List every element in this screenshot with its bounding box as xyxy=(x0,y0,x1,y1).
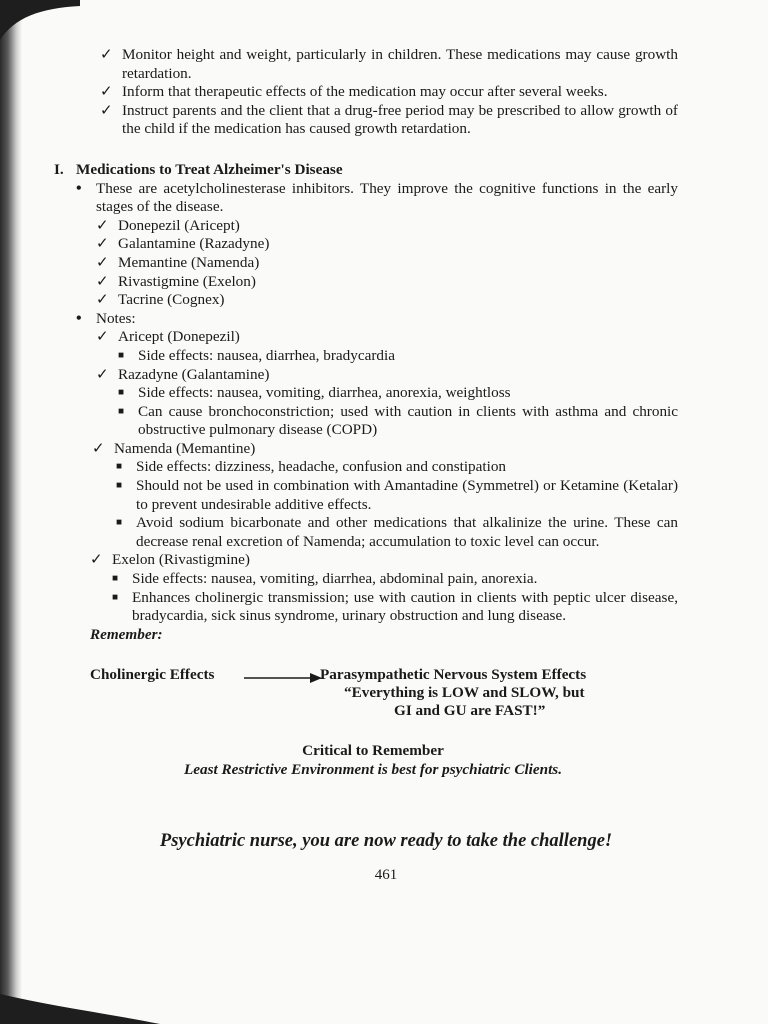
checkmark-icon: ✓ xyxy=(96,217,109,234)
list-item: ✓ Monitor height and weight, particularly in children. These medications may cause growth retardation. xyxy=(100,46,678,82)
list-item: ✓ Memantine (Namenda) xyxy=(96,253,260,271)
checkmark-icon: ✓ xyxy=(100,47,113,63)
list-item: ✓ Rivastigmine (Exelon) xyxy=(96,272,256,290)
checkmark-icon: ✓ xyxy=(100,102,113,119)
list-item: ✓ Instruct parents and the client that a drug-free period may be prescribed to allow growth of the child if the medication has caused growth retardation. xyxy=(100,101,678,138)
section-number: I. xyxy=(54,160,64,178)
bullet-dot-icon: • xyxy=(76,179,82,197)
list-item: ✓ Galantamine (Razadyne) xyxy=(96,235,270,253)
note-point: ■ Avoid sodium bicarbonate and other medications that alkalinize the urine. These can decrease renal excretion of Namenda; accumulation to toxic level can occur. xyxy=(116,514,678,550)
document-page xyxy=(54,46,678,885)
critical-heading: Critical to Remember xyxy=(302,742,444,760)
note-point: ■ Side effects: nausea, diarrhea, bradycardia xyxy=(118,346,395,364)
checkmark-icon: ✓ xyxy=(96,366,109,383)
arrow-right-icon xyxy=(244,672,324,684)
note-drug: ✓ Aricept (Donepezil) xyxy=(96,328,240,346)
list-item: ✓ Tacrine (Cognex) xyxy=(96,291,225,309)
note-drug: ✓ Namenda (Memantine) xyxy=(92,439,256,457)
closing-statement: Psychiatric nurse, you are now ready to take the challenge! xyxy=(159,830,613,851)
remember-label: Remember: xyxy=(90,625,163,643)
checkmark-icon: ✓ xyxy=(100,84,113,101)
note-point: ■ Side effects: nausea, vomiting, diarrhea, anorexia, weightloss xyxy=(118,384,511,402)
cholinergic-effects-label: Cholinergic Effects xyxy=(90,666,215,684)
square-bullet-icon: ■ xyxy=(116,461,123,473)
checkmark-icon: ✓ xyxy=(96,236,109,253)
note-point: ■ Should not be used in combination with Amantadine (Symmetrel) or Ketamine (Ketalar) to prevent undesirable additive effects. xyxy=(116,477,678,513)
list-item: ✓ Inform that therapeutic effects of the medication may occur after several weeks. xyxy=(100,83,608,101)
list-item: ✓ Donepezil (Aricept) xyxy=(96,216,240,234)
bullet-dot-icon: • xyxy=(76,309,82,327)
note-point: ■ Enhances cholinergic transmission; use with caution in clients with peptic ulcer disease, bradycardia, sick sinus syndrome, urinary obstruction and lung disease. xyxy=(112,588,678,625)
page-number: 461 xyxy=(374,867,398,884)
section-intro: • These are acetylcholinesterase inhibitors. They improve the cognitive functions in the early stages of the disease. xyxy=(76,179,678,216)
note-drug: ✓ Razadyne (Galantamine) xyxy=(96,365,270,383)
checkmark-icon: ✓ xyxy=(96,292,109,309)
square-bullet-icon: ■ xyxy=(118,405,125,417)
intro-list xyxy=(54,46,678,139)
square-bullet-icon: ■ xyxy=(118,387,125,399)
drug-list xyxy=(54,217,678,310)
section-heading xyxy=(54,161,678,180)
book-binding-shadow xyxy=(0,0,22,1024)
square-bullet-icon: ■ xyxy=(112,591,119,603)
critical-text: Least Restrictive Environment is best for psychiatric Clients. xyxy=(184,761,562,778)
note-drug: ✓ Exelon (Rivastigmine) xyxy=(90,551,250,569)
note-point: ■ Side effects: nausea, vomiting, diarrhea, abdominal pain, anorexia. xyxy=(112,570,538,588)
notes-heading: • Notes: xyxy=(76,309,136,327)
quote-line-1: “Everything is LOW and SLOW, but xyxy=(344,684,585,702)
page-corner-top xyxy=(0,0,80,40)
checkmark-icon: ✓ xyxy=(96,329,109,346)
checkmark-icon: ✓ xyxy=(92,440,105,457)
notes-list xyxy=(54,328,678,626)
note-point: ■ Can cause bronchoconstriction; used with caution in clients with asthma and chronic obstructive pulmonary disease (COPD) xyxy=(118,402,678,439)
square-bullet-icon: ■ xyxy=(116,517,123,529)
parasympathetic-label: Parasympathetic Nervous System Effects xyxy=(320,666,587,684)
section-title: Medications to Treat Alzheimer's Disease xyxy=(76,160,343,178)
square-bullet-icon: ■ xyxy=(112,573,119,585)
square-bullet-icon: ■ xyxy=(116,480,123,492)
checkmark-icon: ✓ xyxy=(96,254,109,271)
page-corner-bottom xyxy=(0,984,160,1024)
square-bullet-icon: ■ xyxy=(118,349,125,361)
cholinergic-block xyxy=(54,666,678,722)
checkmark-icon: ✓ xyxy=(96,273,109,290)
checkmark-icon: ✓ xyxy=(90,552,103,569)
quote-line-2: GI and GU are FAST!” xyxy=(394,702,546,720)
note-point: ■ Side effects: dizziness, headache, confusion and constipation xyxy=(116,458,507,476)
